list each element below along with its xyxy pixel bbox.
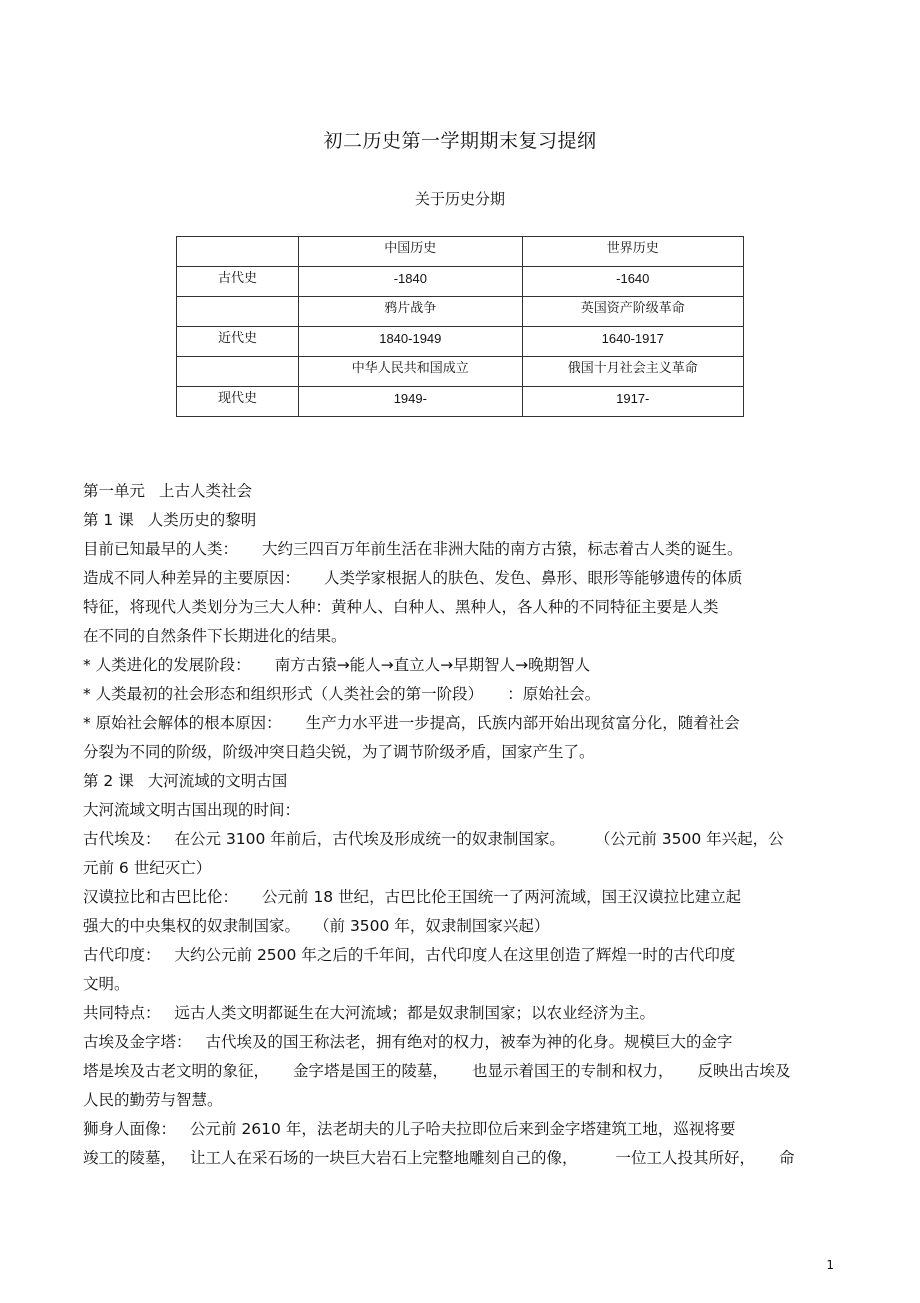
page-number: 1 — [826, 1258, 834, 1272]
text-line: 特征，将现代人类划分为三大人种：黄种人、白种人、黑种人，各人种的不同特征主要是人类 — [83, 598, 719, 616]
table-cell: 古代史 — [177, 267, 299, 297]
table-cell: 鸦片战争 — [299, 297, 522, 327]
text-line: 古代印度： 大约公元前 2500 年之后的千年间，古代印度人在这里创造了辉煌一时的古代印度 — [83, 946, 736, 964]
table-cell: 现代史 — [177, 387, 299, 417]
text-line: * 原始社会解体的根本原因： 生产力水平进一步提高，氏族内部开始出现贫富分化，随着社会 — [83, 714, 740, 732]
table-row — [177, 327, 744, 357]
text-line: 人民的勤劳与智慧。 — [83, 1091, 223, 1109]
text-line: 文明。 — [83, 975, 130, 993]
table-header-cell: 中国历史 — [299, 237, 522, 267]
page-title: 初二历史第一学期期末复习提纲 — [323, 130, 597, 152]
table-row — [177, 297, 744, 327]
table-cell — [177, 357, 299, 387]
table-row — [177, 357, 744, 387]
text-line: 塔是埃及古老文明的象征， 金字塔是国王的陵墓， 也显示着国王的专制和权力， 反映出古埃及 — [83, 1062, 791, 1080]
table-cell: -1640 — [522, 267, 743, 297]
table-cell: 1840-1949 — [299, 327, 522, 357]
table-cell: 英国资产阶级革命 — [522, 297, 743, 327]
text-line: 强大的中央集权的奴隶制国家。 （前 3500 年，奴隶制国家兴起） — [83, 917, 550, 935]
text-line: 古代埃及： 在公元 3100 年前后，古代埃及形成统一的奴隶制国家。 （公元前 3500 年兴起，公 — [83, 830, 784, 848]
table-cell: 中华人民共和国成立 — [299, 357, 522, 387]
text-line: 古埃及金字塔： 古代埃及的国王称法老，拥有绝对的权力，被奉为神的化身。规模巨大的金字 — [83, 1033, 733, 1051]
document-body — [83, 477, 843, 1173]
text-line: 在不同的自然条件下长期进化的结果。 — [83, 627, 347, 645]
unit-heading: 第一单元 上古人类社会 — [83, 482, 253, 500]
text-line: 元前 6 世纪灭亡） — [83, 859, 212, 877]
table-cell: 1949- — [299, 387, 522, 417]
table-cell: 1917- — [522, 387, 743, 417]
lesson-heading: 第 1 课 人类历史的黎明 — [83, 511, 257, 529]
text-line: 造成不同人种差异的主要原因： 人类学家根据人的肤色、发色、鼻形、眼形等能够遗传的体质 — [83, 569, 743, 587]
lesson-heading: 第 2 课 大河流域的文明古国 — [83, 772, 288, 790]
text-line: 共同特点： 远古人类文明都诞生在大河流域；都是奴隶制国家；以农业经济为主。 — [83, 1004, 656, 1022]
table-header-row — [177, 237, 744, 267]
table-cell: 1640-1917 — [522, 327, 743, 357]
table-cell: 近代史 — [177, 327, 299, 357]
text-line: * 人类最初的社会形态和组织形式（人类社会的第一阶段） ：原始社会。 — [83, 685, 601, 703]
text-line: 狮身人面像： 公元前 2610 年，法老胡夫的儿子哈夫拉即位后来到金字塔建筑工地，巡视将要 — [83, 1120, 736, 1138]
table-header-cell — [177, 237, 299, 267]
table-cell: -1840 — [299, 267, 522, 297]
table-row — [177, 267, 744, 297]
text-line: 目前已知最早的人类： 大约三四百万年前生活在非洲大陆的南方古猿，标志着古人类的诞生。 — [83, 540, 743, 558]
table-cell — [177, 297, 299, 327]
table-header-cell: 世界历史 — [522, 237, 743, 267]
text-line: 汉谟拉比和古巴比伦： 公元前 18 世纪，古巴比伦王国统一了两河流域，国王汉谟拉比建立起 — [83, 888, 742, 906]
text-line: 分裂为不同的阶级，阶级冲突日趋尖锐，为了调节阶级矛盾，国家产生了。 — [83, 743, 595, 761]
history-period-table — [176, 236, 744, 417]
text-line: 大河流域文明古国出现的时间： — [83, 801, 301, 819]
table-row — [177, 387, 744, 417]
text-line: * 人类进化的发展阶段： 南方古猿→能人→直立人→早期智人→晚期智人 — [83, 656, 591, 674]
section-subtitle: 关于历史分期 — [414, 190, 505, 208]
table-cell: 俄国十月社会主义革命 — [522, 357, 743, 387]
text-line: 竣工的陵墓， 让工人在采石场的一块巨大岩石上完整地雕刻自己的像， 一位工人投其所好， 命 — [83, 1149, 795, 1167]
